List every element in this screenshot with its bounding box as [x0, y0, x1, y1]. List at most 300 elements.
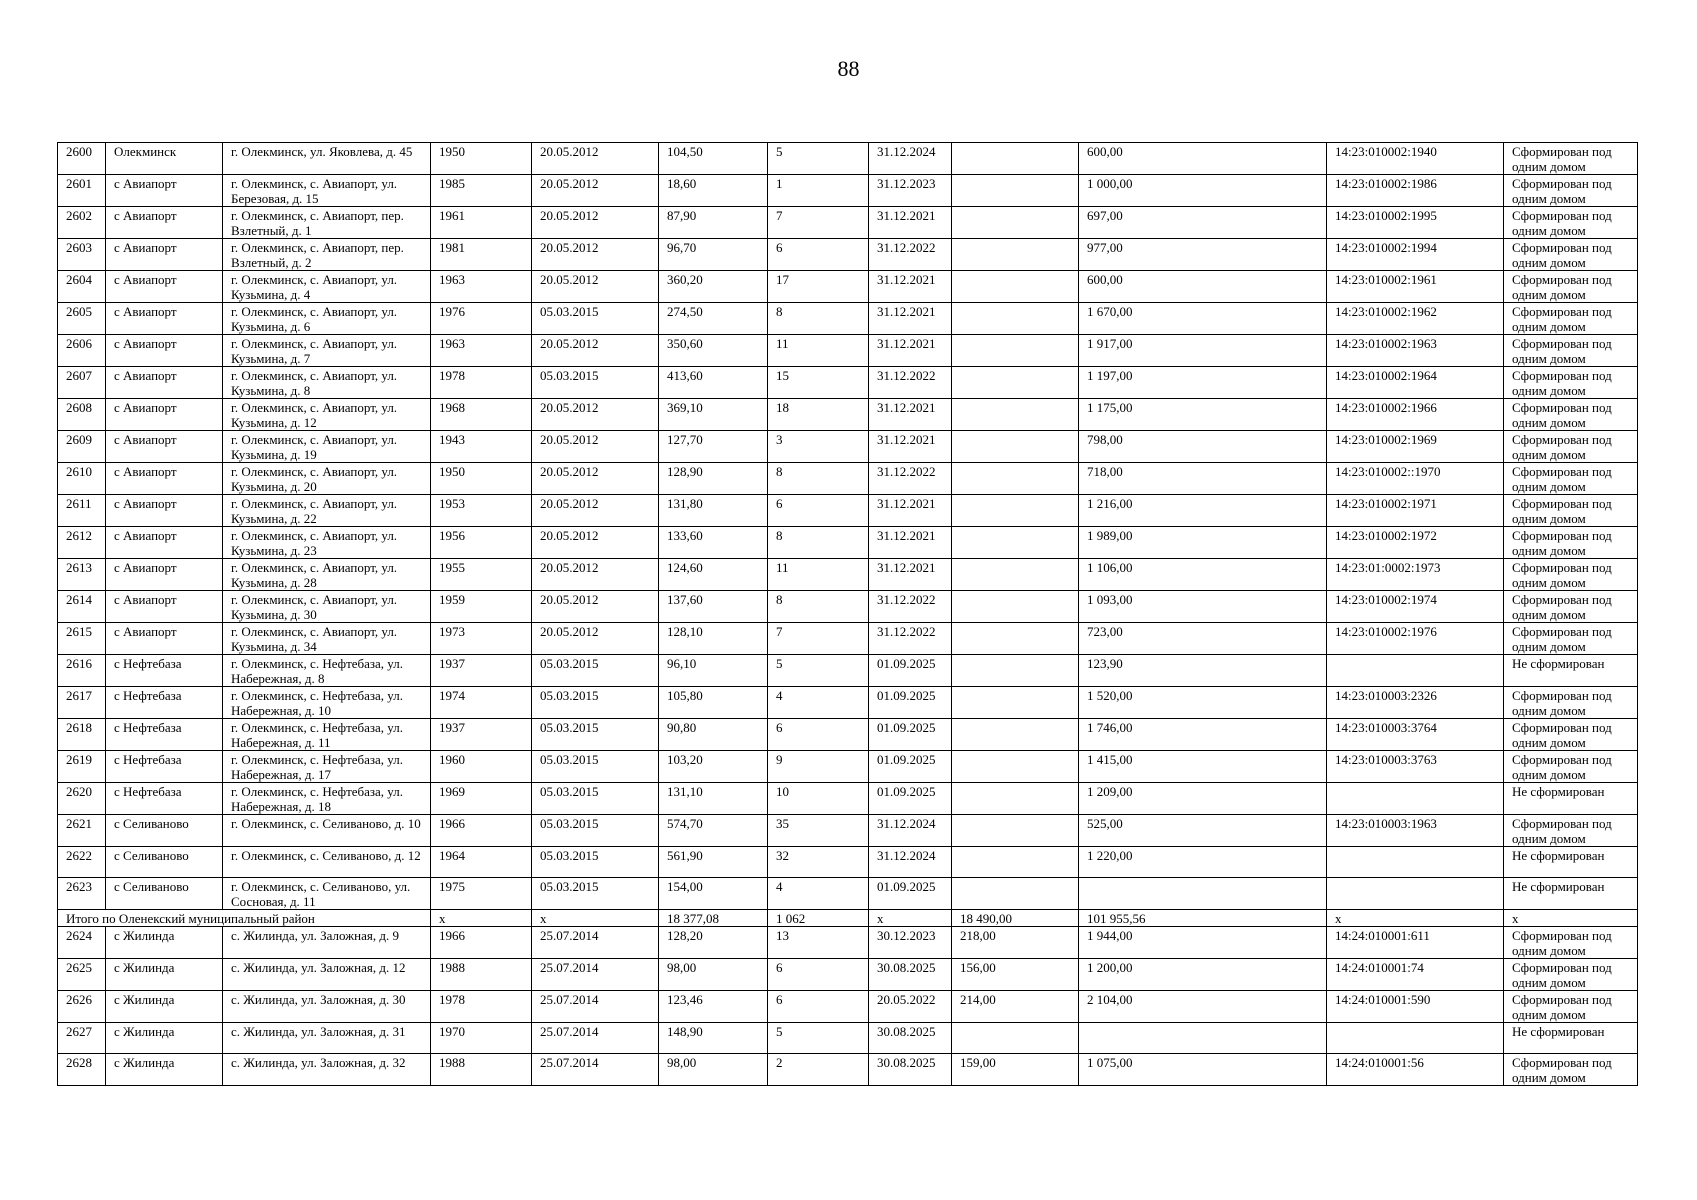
cell-row-number: 2628 [58, 1054, 106, 1086]
cell-extra-value [952, 399, 1079, 431]
cell-extra-value [952, 655, 1079, 687]
cell-area: 574,70 [659, 815, 768, 847]
cell-deadline: 31.12.2022 [869, 591, 952, 623]
cell-year-built: 1937 [431, 719, 532, 751]
table-row [58, 239, 1638, 271]
cell-area: 360,20 [659, 271, 768, 303]
cell-amount: 123,90 [1079, 655, 1327, 687]
cell-deadline: 01.09.2025 [869, 751, 952, 783]
total-cell: 18 377,08 [659, 910, 768, 927]
cell-address: с. Жилинда, ул. Заложная, д. 31 [223, 1023, 431, 1054]
cell-cadastral-number: 14:23:010002:1966 [1327, 399, 1504, 431]
cell-residents: 11 [768, 335, 869, 367]
cell-residents: 3 [768, 431, 869, 463]
cell-extra-value: 214,00 [952, 991, 1079, 1023]
cell-area: 137,60 [659, 591, 768, 623]
cell-deadline: 01.09.2025 [869, 655, 952, 687]
cell-extra-value [952, 271, 1079, 303]
total-cell: х [431, 910, 532, 927]
cell-year-built: 1973 [431, 623, 532, 655]
cell-address: г. Олекминск, с. Авиапорт, ул. Кузьмина, д. 23 [223, 527, 431, 559]
cell-residents: 6 [768, 719, 869, 751]
cell-area: 133,60 [659, 527, 768, 559]
cell-residents: 7 [768, 623, 869, 655]
cell-date: 05.03.2015 [532, 751, 659, 783]
cell-residents: 8 [768, 591, 869, 623]
cell-amount: 697,00 [1079, 207, 1327, 239]
cell-extra-value [952, 143, 1079, 175]
cell-cadastral-number: 14:23:010002::1970 [1327, 463, 1504, 495]
cell-year-built: 1963 [431, 271, 532, 303]
cell-year-built: 1955 [431, 559, 532, 591]
cell-settlement: с Жилинда [106, 959, 223, 991]
table-row [58, 751, 1638, 783]
cell-date: 20.05.2012 [532, 335, 659, 367]
cell-row-number: 2617 [58, 687, 106, 719]
cell-area: 148,90 [659, 1023, 768, 1054]
cell-year-built: 1963 [431, 335, 532, 367]
cell-amount: 977,00 [1079, 239, 1327, 271]
cell-extra-value [952, 687, 1079, 719]
table-row [58, 399, 1638, 431]
cell-extra-value [952, 559, 1079, 591]
cell-cadastral-number: 14:24:010001:56 [1327, 1054, 1504, 1086]
cell-cadastral-number: 14:24:010001:611 [1327, 927, 1504, 959]
cell-deadline: 31.12.2021 [869, 271, 952, 303]
table-row [58, 1023, 1638, 1054]
cell-settlement: с Авиапорт [106, 591, 223, 623]
cell-extra-value [952, 303, 1079, 335]
cell-settlement: с Авиапорт [106, 207, 223, 239]
cell-extra-value [952, 175, 1079, 207]
cell-date: 20.05.2012 [532, 463, 659, 495]
cell-settlement: с Нефтебаза [106, 783, 223, 815]
cell-amount: 1 000,00 [1079, 175, 1327, 207]
cell-cadastral-number [1327, 847, 1504, 878]
table-row [58, 367, 1638, 399]
cell-row-number: 2616 [58, 655, 106, 687]
cell-deadline: 31.12.2022 [869, 239, 952, 271]
cell-area: 18,60 [659, 175, 768, 207]
cell-address: г. Олекминск, с. Авиапорт, ул. Березовая, д. 15 [223, 175, 431, 207]
cell-extra-value [952, 751, 1079, 783]
cell-land-status: Сформирован под одним домом [1504, 559, 1638, 591]
cell-address: г. Олекминск, с. Авиапорт, ул. Кузьмина, д. 12 [223, 399, 431, 431]
cell-land-status: Сформирован под одним домом [1504, 591, 1638, 623]
table-row [58, 927, 1638, 959]
table-row [58, 655, 1638, 687]
cell-deadline: 31.12.2022 [869, 623, 952, 655]
cell-row-number: 2614 [58, 591, 106, 623]
cell-row-number: 2618 [58, 719, 106, 751]
cell-deadline: 01.09.2025 [869, 687, 952, 719]
cell-year-built: 1975 [431, 878, 532, 910]
table-row [58, 687, 1638, 719]
table-row [58, 1054, 1638, 1086]
cell-settlement: с Авиапорт [106, 335, 223, 367]
cell-land-status: Сформирован под одним домом [1504, 431, 1638, 463]
cell-cadastral-number: 14:23:010002:1994 [1327, 239, 1504, 271]
cell-extra-value [952, 878, 1079, 910]
cell-address: г. Олекминск, с. Авиапорт, ул. Кузьмина, д. 4 [223, 271, 431, 303]
cell-residents: 18 [768, 399, 869, 431]
cell-cadastral-number: 14:23:010003:3764 [1327, 719, 1504, 751]
cell-year-built: 1988 [431, 959, 532, 991]
cell-extra-value [952, 783, 1079, 815]
cell-year-built: 1961 [431, 207, 532, 239]
cell-deadline: 31.12.2021 [869, 335, 952, 367]
cell-area: 127,70 [659, 431, 768, 463]
cell-address: г. Олекминск, с. Авиапорт, ул. Кузьмина, д. 28 [223, 559, 431, 591]
cell-date: 20.05.2012 [532, 431, 659, 463]
cell-residents: 5 [768, 1023, 869, 1054]
cell-address: г. Олекминск, с. Селиваново, ул. Сосновая, д. 11 [223, 878, 431, 910]
cell-year-built: 1976 [431, 303, 532, 335]
cell-address: г. Олекминск, с. Нефтебаза, ул. Набережная, д. 11 [223, 719, 431, 751]
cell-address: г. Олекминск, с. Селиваново, д. 10 [223, 815, 431, 847]
cell-row-number: 2600 [58, 143, 106, 175]
cell-address: с. Жилинда, ул. Заложная, д. 12 [223, 959, 431, 991]
cell-deadline: 20.05.2022 [869, 991, 952, 1023]
cell-cadastral-number: 14:23:010002:1971 [1327, 495, 1504, 527]
cell-extra-value [952, 527, 1079, 559]
cell-address: с. Жилинда, ул. Заложная, д. 30 [223, 991, 431, 1023]
cell-deadline: 01.09.2025 [869, 719, 952, 751]
cell-address: г. Олекминск, с. Авиапорт, ул. Кузьмина, д. 8 [223, 367, 431, 399]
cell-year-built: 1960 [431, 751, 532, 783]
cell-amount: 1 106,00 [1079, 559, 1327, 591]
cell-residents: 7 [768, 207, 869, 239]
cell-year-built: 1988 [431, 1054, 532, 1086]
table-row [58, 431, 1638, 463]
cell-extra-value [952, 239, 1079, 271]
cell-row-number: 2607 [58, 367, 106, 399]
cell-residents: 15 [768, 367, 869, 399]
cell-row-number: 2615 [58, 623, 106, 655]
cell-row-number: 2625 [58, 959, 106, 991]
cell-date: 20.05.2012 [532, 559, 659, 591]
cell-residents: 35 [768, 815, 869, 847]
cell-amount: 525,00 [1079, 815, 1327, 847]
cell-cadastral-number: 14:23:010003:1963 [1327, 815, 1504, 847]
cell-row-number: 2604 [58, 271, 106, 303]
cell-settlement: с Авиапорт [106, 367, 223, 399]
cell-year-built: 1959 [431, 591, 532, 623]
cell-cadastral-number: 14:24:010001:74 [1327, 959, 1504, 991]
cell-date: 20.05.2012 [532, 399, 659, 431]
cell-residents: 8 [768, 303, 869, 335]
cell-year-built: 1966 [431, 815, 532, 847]
cell-deadline: 01.09.2025 [869, 783, 952, 815]
cell-area: 350,60 [659, 335, 768, 367]
cell-deadline: 31.12.2021 [869, 207, 952, 239]
cell-amount: 600,00 [1079, 271, 1327, 303]
cell-amount: 1 209,00 [1079, 783, 1327, 815]
cell-area: 131,10 [659, 783, 768, 815]
cell-land-status: Сформирован под одним домом [1504, 399, 1638, 431]
cell-amount: 1 220,00 [1079, 847, 1327, 878]
total-cell: 101 955,56 [1079, 910, 1327, 927]
cell-area: 561,90 [659, 847, 768, 878]
cell-land-status: Не сформирован [1504, 878, 1638, 910]
cell-amount: 1 944,00 [1079, 927, 1327, 959]
cell-amount: 1 200,00 [1079, 959, 1327, 991]
table-row [58, 559, 1638, 591]
cell-cadastral-number: 14:23:010002:1964 [1327, 367, 1504, 399]
cell-extra-value [952, 367, 1079, 399]
cell-address: г. Олекминск, с. Авиапорт, ул. Кузьмина, д. 34 [223, 623, 431, 655]
cell-year-built: 1953 [431, 495, 532, 527]
cell-deadline: 30.08.2025 [869, 1054, 952, 1086]
cell-date: 25.07.2014 [532, 959, 659, 991]
cell-settlement: с Селиваново [106, 847, 223, 878]
cell-year-built: 1956 [431, 527, 532, 559]
cell-extra-value: 156,00 [952, 959, 1079, 991]
cell-area: 96,10 [659, 655, 768, 687]
cell-address: г. Олекминск, с. Авиапорт, ул. Кузьмина, д. 6 [223, 303, 431, 335]
cell-amount: 1 670,00 [1079, 303, 1327, 335]
cell-land-status: Не сформирован [1504, 655, 1638, 687]
cell-settlement: с Нефтебаза [106, 655, 223, 687]
total-cell: 1 062 [768, 910, 869, 927]
cell-deadline: 30.08.2025 [869, 1023, 952, 1054]
cell-cadastral-number: 14:23:010002:1940 [1327, 143, 1504, 175]
cell-deadline: 01.09.2025 [869, 878, 952, 910]
total-cell: 18 490,00 [952, 910, 1079, 927]
cell-amount: 718,00 [1079, 463, 1327, 495]
table-row [58, 207, 1638, 239]
table-row [58, 271, 1638, 303]
cell-address: г. Олекминск, с. Авиапорт, ул. Кузьмина, д. 19 [223, 431, 431, 463]
cell-land-status: Сформирован под одним домом [1504, 959, 1638, 991]
cell-deadline: 31.12.2024 [869, 847, 952, 878]
cell-settlement: с Нефтебаза [106, 719, 223, 751]
cell-cadastral-number: 14:23:010002:1972 [1327, 527, 1504, 559]
table-row [58, 335, 1638, 367]
cell-row-number: 2610 [58, 463, 106, 495]
cell-address: г. Олекминск, с. Нефтебаза, ул. Набережная, д. 10 [223, 687, 431, 719]
cell-address: г. Олекминск, с. Авиапорт, пер. Взлетный, д. 1 [223, 207, 431, 239]
table-row [58, 991, 1638, 1023]
cell-land-status: Сформирован под одним домом [1504, 207, 1638, 239]
cell-settlement: с Авиапорт [106, 303, 223, 335]
cell-address: г. Олекминск, с. Нефтебаза, ул. Набережная, д. 8 [223, 655, 431, 687]
cell-date: 20.05.2012 [532, 207, 659, 239]
cell-row-number: 2608 [58, 399, 106, 431]
cell-row-number: 2622 [58, 847, 106, 878]
cell-cadastral-number: 14:23:01:0002:1973 [1327, 559, 1504, 591]
cell-area: 128,10 [659, 623, 768, 655]
cell-extra-value [952, 1023, 1079, 1054]
cell-cadastral-number: 14:23:010002:1961 [1327, 271, 1504, 303]
cell-row-number: 2627 [58, 1023, 106, 1054]
cell-area: 98,00 [659, 1054, 768, 1086]
cell-row-number: 2613 [58, 559, 106, 591]
cell-residents: 17 [768, 271, 869, 303]
cell-area: 274,50 [659, 303, 768, 335]
cell-deadline: 31.12.2023 [869, 175, 952, 207]
cell-row-number: 2602 [58, 207, 106, 239]
cell-settlement: с Авиапорт [106, 239, 223, 271]
cell-date: 05.03.2015 [532, 847, 659, 878]
cell-row-number: 2624 [58, 927, 106, 959]
cell-land-status: Сформирован под одним домом [1504, 367, 1638, 399]
cell-land-status: Сформирован под одним домом [1504, 495, 1638, 527]
table-row [58, 878, 1638, 910]
cell-extra-value [952, 719, 1079, 751]
cell-date: 20.05.2012 [532, 239, 659, 271]
cell-row-number: 2605 [58, 303, 106, 335]
cell-land-status: Сформирован под одним домом [1504, 303, 1638, 335]
cell-amount: 1 746,00 [1079, 719, 1327, 751]
cell-land-status: Не сформирован [1504, 847, 1638, 878]
cell-deadline: 31.12.2021 [869, 431, 952, 463]
cell-row-number: 2620 [58, 783, 106, 815]
cell-extra-value [952, 495, 1079, 527]
cell-settlement: с Авиапорт [106, 559, 223, 591]
cell-deadline: 31.12.2021 [869, 303, 952, 335]
cell-land-status: Не сформирован [1504, 783, 1638, 815]
cell-residents: 8 [768, 527, 869, 559]
cell-residents: 9 [768, 751, 869, 783]
cell-land-status: Сформирован под одним домом [1504, 719, 1638, 751]
cell-year-built: 1978 [431, 991, 532, 1023]
cell-deadline: 31.12.2021 [869, 495, 952, 527]
table-row [58, 527, 1638, 559]
cell-extra-value: 218,00 [952, 927, 1079, 959]
total-cell: х [869, 910, 952, 927]
cell-date: 05.03.2015 [532, 783, 659, 815]
cell-date: 05.03.2015 [532, 367, 659, 399]
table-row [58, 495, 1638, 527]
cell-land-status: Сформирован под одним домом [1504, 1054, 1638, 1086]
cell-date: 25.07.2014 [532, 1054, 659, 1086]
cell-settlement: с Авиапорт [106, 271, 223, 303]
cell-address: г. Олекминск, с. Авиапорт, ул. Кузьмина, д. 7 [223, 335, 431, 367]
cell-area: 123,46 [659, 991, 768, 1023]
cell-residents: 13 [768, 927, 869, 959]
cell-date: 20.05.2012 [532, 271, 659, 303]
cell-amount: 1 989,00 [1079, 527, 1327, 559]
cell-year-built: 1981 [431, 239, 532, 271]
table-row [58, 143, 1638, 175]
cell-row-number: 2601 [58, 175, 106, 207]
cell-residents: 6 [768, 495, 869, 527]
cell-cadastral-number: 14:23:010002:1962 [1327, 303, 1504, 335]
cell-land-status: Сформирован под одним домом [1504, 239, 1638, 271]
page-number: 88 [837, 56, 860, 81]
cell-area: 128,90 [659, 463, 768, 495]
table-row [58, 783, 1638, 815]
table-row [58, 815, 1638, 847]
table-row [58, 303, 1638, 335]
table-row [58, 959, 1638, 991]
cell-year-built: 1937 [431, 655, 532, 687]
cell-residents: 5 [768, 655, 869, 687]
table-row [58, 591, 1638, 623]
cell-residents: 8 [768, 463, 869, 495]
cell-area: 87,90 [659, 207, 768, 239]
cell-row-number: 2626 [58, 991, 106, 1023]
cell-cadastral-number: 14:23:010003:2326 [1327, 687, 1504, 719]
cell-extra-value: 159,00 [952, 1054, 1079, 1086]
table-row [58, 463, 1638, 495]
cell-address: г. Олекминск, ул. Яковлева, д. 45 [223, 143, 431, 175]
cell-year-built: 1974 [431, 687, 532, 719]
total-cell: х [1504, 910, 1638, 927]
cell-address: г. Олекминск, с. Авиапорт, ул. Кузьмина, д. 20 [223, 463, 431, 495]
cell-extra-value [952, 591, 1079, 623]
cell-residents: 6 [768, 239, 869, 271]
cell-land-status: Сформирован под одним домом [1504, 815, 1638, 847]
cell-extra-value [952, 623, 1079, 655]
cell-residents: 10 [768, 783, 869, 815]
cell-amount: 1 197,00 [1079, 367, 1327, 399]
cell-date: 20.05.2012 [532, 495, 659, 527]
cell-deadline: 31.12.2021 [869, 399, 952, 431]
cell-year-built: 1950 [431, 463, 532, 495]
cell-land-status: Сформирован под одним домом [1504, 991, 1638, 1023]
cell-amount: 798,00 [1079, 431, 1327, 463]
cell-deadline: 31.12.2022 [869, 463, 952, 495]
cell-year-built: 1968 [431, 399, 532, 431]
cell-cadastral-number: 14:24:010001:590 [1327, 991, 1504, 1023]
cell-date: 05.03.2015 [532, 655, 659, 687]
cell-settlement: с Жилинда [106, 927, 223, 959]
cell-area: 131,80 [659, 495, 768, 527]
cell-residents: 11 [768, 559, 869, 591]
cell-area: 105,80 [659, 687, 768, 719]
cell-amount: 600,00 [1079, 143, 1327, 175]
cell-settlement: с Авиапорт [106, 527, 223, 559]
total-label: Итого по Оленекский муниципальный район [58, 910, 431, 927]
cell-extra-value [952, 815, 1079, 847]
cell-amount: 2 104,00 [1079, 991, 1327, 1023]
cell-year-built: 1985 [431, 175, 532, 207]
cell-settlement: с Нефтебаза [106, 687, 223, 719]
cell-year-built: 1970 [431, 1023, 532, 1054]
cell-date: 05.03.2015 [532, 687, 659, 719]
cell-address: г. Олекминск, с. Авиапорт, ул. Кузьмина, д. 30 [223, 591, 431, 623]
cell-land-status: Сформирован под одним домом [1504, 463, 1638, 495]
cell-address: с. Жилинда, ул. Заложная, д. 9 [223, 927, 431, 959]
cell-area: 154,00 [659, 878, 768, 910]
cell-row-number: 2621 [58, 815, 106, 847]
cell-residents: 6 [768, 959, 869, 991]
cell-year-built: 1966 [431, 927, 532, 959]
cell-cadastral-number: 14:23:010002:1963 [1327, 335, 1504, 367]
cell-extra-value [952, 463, 1079, 495]
cell-residents: 1 [768, 175, 869, 207]
cell-row-number: 2612 [58, 527, 106, 559]
cell-settlement: Олекминск [106, 143, 223, 175]
cell-area: 98,00 [659, 959, 768, 991]
table-body-before-total [58, 143, 1638, 910]
total-row [58, 910, 1638, 927]
table-row [58, 719, 1638, 751]
cell-extra-value [952, 847, 1079, 878]
cell-cadastral-number: 14:23:010002:1986 [1327, 175, 1504, 207]
cell-settlement: с Авиапорт [106, 431, 223, 463]
cell-land-status: Сформирован под одним домом [1504, 927, 1638, 959]
cell-amount: 1 175,00 [1079, 399, 1327, 431]
cell-extra-value [952, 335, 1079, 367]
cell-amount: 1 216,00 [1079, 495, 1327, 527]
cell-row-number: 2619 [58, 751, 106, 783]
cell-date: 25.07.2014 [532, 991, 659, 1023]
cell-extra-value [952, 431, 1079, 463]
cell-cadastral-number [1327, 655, 1504, 687]
